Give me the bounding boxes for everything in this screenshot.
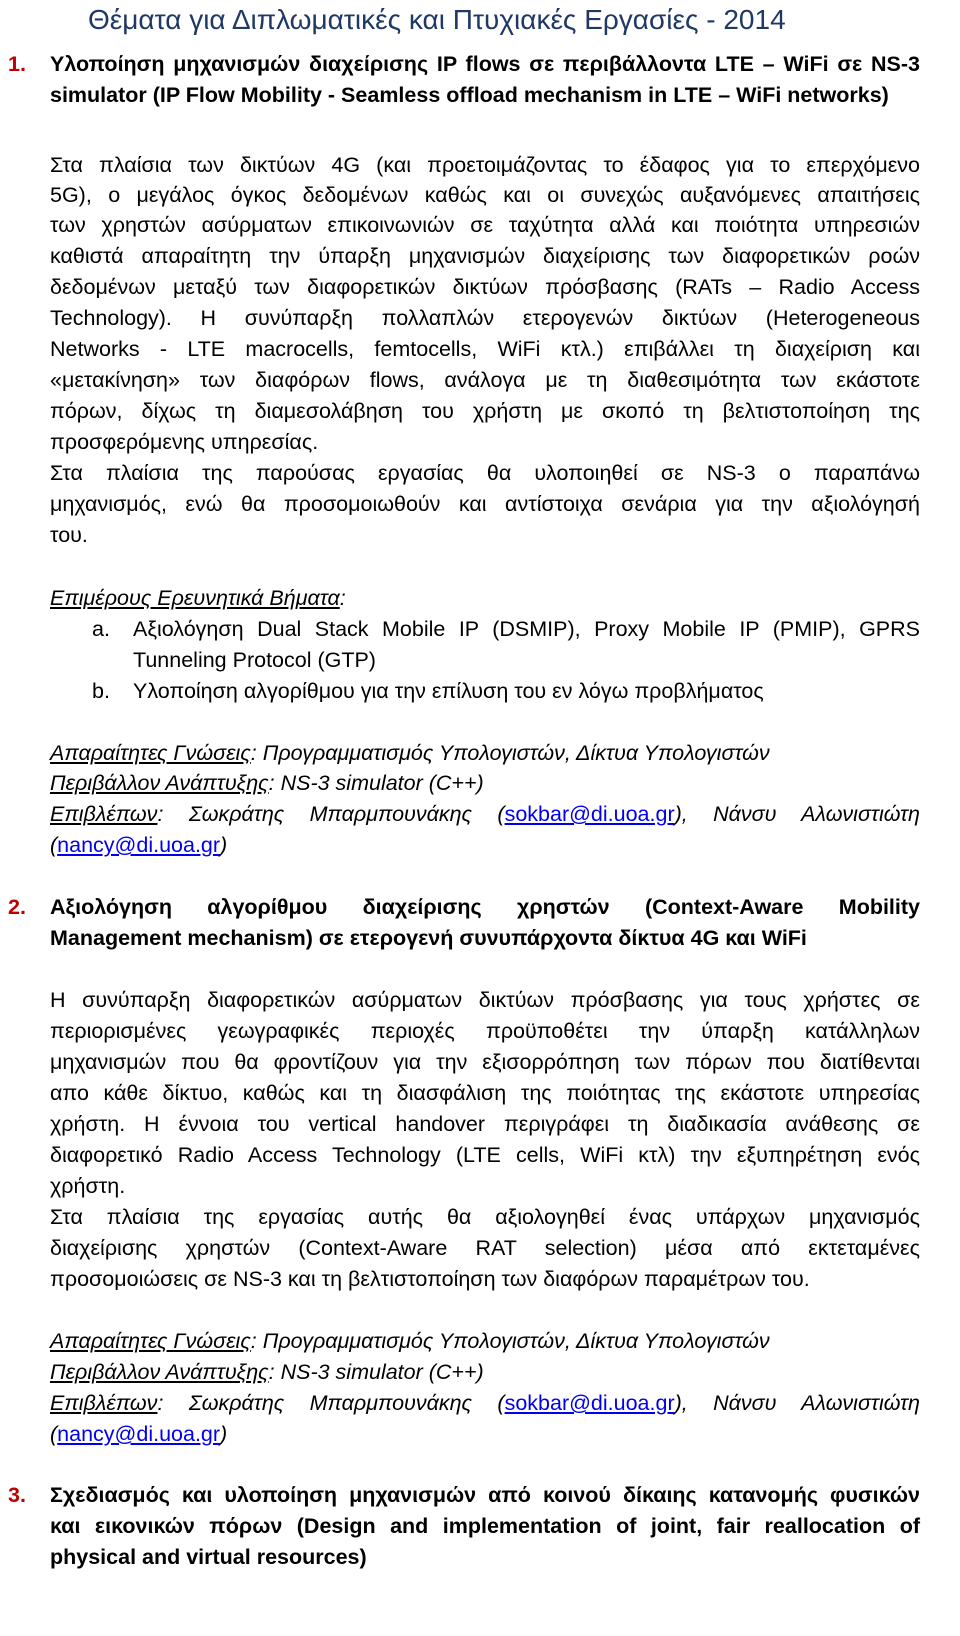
paragraph-line: χρήστη. xyxy=(50,1174,126,1198)
paragraph-line: Στα πλαίσια της παρούσας εργασίας θα υλοποιηθεί σε NS-3 ο παραπάνω xyxy=(50,461,920,485)
paragraph-line: Στα πλαίσια της εργασίας αυτής θα αξιολογηθεί ένας υπάρχων μηχανισμός xyxy=(50,1205,920,1229)
paragraph-line: απο κάθε δίκτυο, καθώς και τη διασφάλιση της ποιότητας της εκάστοτε υπηρεσίας xyxy=(50,1081,920,1105)
list-marker: b. xyxy=(92,679,110,703)
paragraph-line: 5G), ο μεγάλος όγκος δεδομένων καθώς και οι συνεχώς αυξανόμενες απαιτήσεις xyxy=(50,183,920,207)
paragraph-line: δεδομένων μεταξύ των διαφορετικών δικτύων πρόσβασης (RATs – Radio Access xyxy=(50,275,920,299)
steps-label: Επιμέρους Ερευνητικά Βήματα: xyxy=(50,586,346,610)
supervisor-email-row: (nancy@di.uoa.gr) xyxy=(50,833,228,857)
paragraph-line: χρήστη. Η έννοια του vertical handover περιγράφει τη διαδικασία ανάθεσης σε xyxy=(50,1112,920,1136)
paragraph-line: πόρων, δίχως τη διαμεσολάβηση του χρήστη με σκοπό τη βελτιστοποίηση της xyxy=(50,399,920,423)
section-number: 2. xyxy=(8,895,26,919)
paragraph-line: καθιστά απαραίτητη την ύπαρξη μηχανισμών διαχείρισης των διαφορετικών ροών xyxy=(50,244,920,268)
paragraph-line: Στα πλαίσια των δικτύων 4G (και προετοιμάζοντας το έδαφος για το επερχόμενο xyxy=(50,153,920,177)
list-item: Αξιολόγηση Dual Stack Mobile IP (DSMIP), Proxy Mobile IP (PMIP), GPRS xyxy=(133,617,920,641)
requirements-row: Απαραίτητες Γνώσεις: Προγραμματισμός Υπολογιστών, Δίκτυα Υπολογιστών xyxy=(50,1329,770,1353)
supervisor-row: Επιβλέπων: Σωκράτης Μπαρμπουνάκης (sokbar@di.uoa.gr), Νάνσυ Αλωνιστιώτη xyxy=(50,802,920,826)
paragraph-line: «μετακίνηση» των διαφόρων flows, ανάλογα με τη διαθεσιμότητα των εκάστοτε xyxy=(50,368,920,392)
page-title: Θέματα για Διπλωματικές και Πτυχιακές Εργασίες - 2014 xyxy=(88,4,786,35)
section-heading-line: Υλοποίηση μηχανισμών διαχείρισης IP flows σε περιβάλλοντα LTE – WiFi σε NS-3 xyxy=(50,52,920,76)
section-heading-line: Σχεδιασμός και υλοποίηση μηχανισμών από κοινού δίκαιης κατανομής φυσικών xyxy=(50,1483,920,1507)
environment-row: Περιβάλλον Ανάπτυξης: NS-3 simulator (C++) xyxy=(50,1360,484,1384)
paragraph-line: προσφερόμενης υπηρεσίας. xyxy=(50,430,319,454)
list-item: Tunneling Protocol (GTP) xyxy=(133,648,376,672)
supervisor-email-row: (nancy@di.uoa.gr) xyxy=(50,1422,228,1446)
paragraph-line: διαχείρισης χρηστών (Context-Aware RAT selection) μέσα από εκτεταμένες xyxy=(50,1236,920,1260)
section-heading-line: Management mechanism) σε ετερογενή συνυπάρχοντα δίκτυα 4G και WiFi xyxy=(50,926,807,950)
paragraph-line: του. xyxy=(50,523,88,547)
section-number: 3. xyxy=(8,1483,26,1507)
paragraph-line: Η συνύπαρξη διαφορετικών ασύρματων δικτύων πρόσβασης για τους χρήστες σε xyxy=(50,988,920,1012)
email-link[interactable]: sokbar@di.uoa.gr xyxy=(504,802,675,826)
paragraph-line: περιορισμένες γεωγραφικές περιοχές προϋποθέτει την ύπαρξη κατάλληλων xyxy=(50,1019,920,1043)
paragraph-line: μηχανισμός, ενώ θα προσομοιωθούν και αντίστοιχα σενάρια για την αξιολόγησή xyxy=(50,492,920,516)
paragraph-line: μηχανισμών που θα φροντίζουν για την εξισορρόπηση των πόρων που διατίθενται xyxy=(50,1050,920,1074)
list-marker: a. xyxy=(92,617,110,641)
paragraph-line: προσομοιώσεις σε NS-3 και τη βελτιστοποίηση των διαφόρων παραμέτρων του. xyxy=(50,1267,810,1291)
environment-row: Περιβάλλον Ανάπτυξης: NS-3 simulator (C++) xyxy=(50,771,484,795)
section-heading-line: simulator (IP Flow Mobility - Seamless offload mechanism in LTE – WiFi networks) xyxy=(50,83,889,107)
supervisor-row: Επιβλέπων: Σωκράτης Μπαρμπουνάκης (sokbar@di.uoa.gr), Νάνσυ Αλωνιστιώτη xyxy=(50,1391,920,1415)
email-link[interactable]: sokbar@di.uoa.gr xyxy=(504,1391,675,1415)
email-link[interactable]: nancy@di.uoa.gr xyxy=(57,833,221,857)
section-number: 1. xyxy=(8,52,26,76)
section-heading-line: physical and virtual resources) xyxy=(50,1545,367,1569)
requirements-row: Απαραίτητες Γνώσεις: Προγραμματισμός Υπολογιστών, Δίκτυα Υπολογιστών xyxy=(50,741,770,765)
section-heading-line: Αξιολόγηση αλγορίθμου διαχείρισης χρηστών (Context-Aware Mobility xyxy=(50,895,920,919)
list-item: Υλοποίηση αλγορίθμου για την επίλυση του εν λόγω προβλήματος xyxy=(133,679,764,703)
paragraph-line: Technology). Η συνύπαρξη πολλαπλών ετερογενών δικτύων (Heterogeneous xyxy=(50,306,920,330)
section-heading-line: και εικονικών πόρων (Design and implementation of joint, fair reallocation of xyxy=(50,1514,920,1538)
paragraph-line: διαφορετικό Radio Access Technology (LTE cells, WiFi κτλ) την εξυπηρέτηση ενός xyxy=(50,1143,920,1167)
paragraph-line: των χρηστών ασύρματων επικοινωνιών σε ταχύτητα αλλά και ποιότητα υπηρεσιών xyxy=(50,213,920,237)
paragraph-line: Networks - LTE macrocells, femtocells, WiFi κτλ.) επιβάλλει τη διαχείριση και xyxy=(50,337,920,361)
email-link[interactable]: nancy@di.uoa.gr xyxy=(57,1422,221,1446)
